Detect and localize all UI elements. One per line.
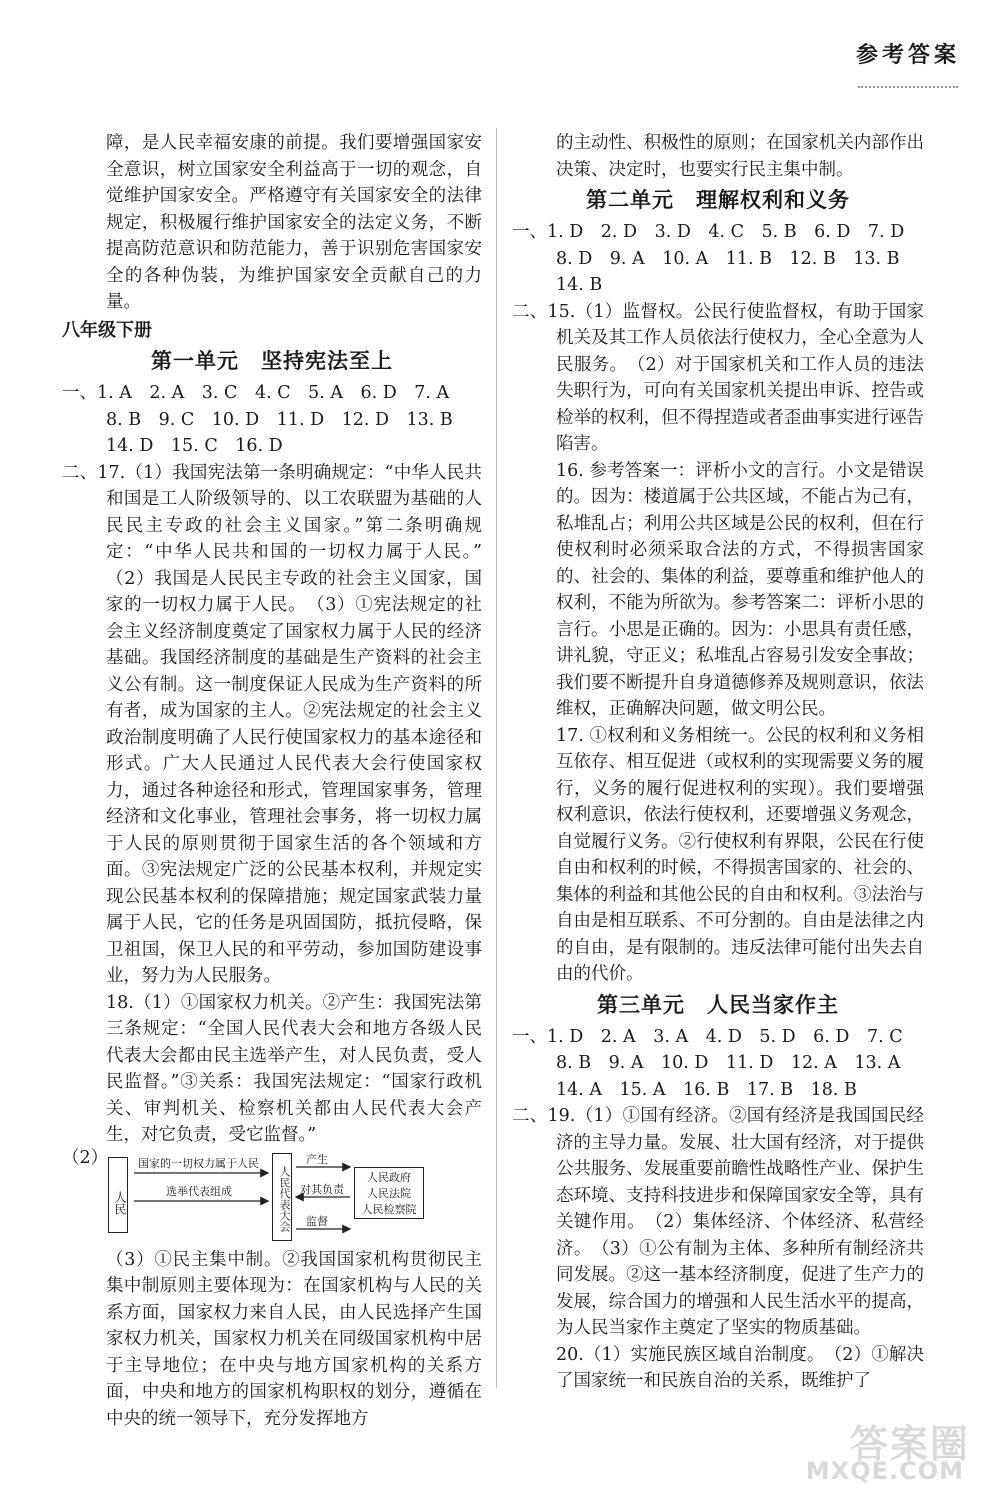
right-column bbox=[512, 130, 924, 1395]
answer-line: 8. B 9. C 10. D 11. D 12. D 13. B bbox=[106, 409, 453, 430]
organ-court: 人民法院 bbox=[367, 1186, 411, 1200]
section-prefix: 一、 bbox=[512, 222, 547, 242]
section-prefix: 一、 bbox=[512, 1026, 547, 1047]
header-title: 参考答案 bbox=[855, 42, 960, 68]
grade-heading: 八年级下册 bbox=[62, 319, 152, 341]
unit3-title: 第三单元 人民当家作主 bbox=[597, 992, 839, 1017]
answer-line: 14. D 15. C 16. D bbox=[106, 436, 283, 456]
unit2-title: 第二单元 理解权利和义务 bbox=[586, 188, 850, 212]
section-prefix: 二、 bbox=[62, 462, 98, 483]
answer-line: 14. A 15. A 16. B 17. B 18. B bbox=[556, 1079, 857, 1100]
header-decoration bbox=[858, 86, 958, 91]
site-watermark bbox=[800, 1413, 970, 1483]
diagram-congress-box: 人民代表大会 bbox=[272, 1153, 292, 1241]
answer-line: 8. B 9. A 10. D 11. D 12. A 13. A bbox=[556, 1053, 901, 1073]
answer-line: 1. D 2. D 3. D 4. C 5. B 6. D 7. D bbox=[547, 222, 905, 242]
diagram-people-box: 人民 bbox=[108, 1157, 128, 1233]
answer-line: 8. D 9. A 10. A 11. B 12. B 13. B bbox=[556, 248, 900, 269]
unit3-choice-answers bbox=[512, 1024, 924, 1104]
diagram-elect-arrow-label: 选举代表组成 bbox=[166, 1184, 232, 1198]
intro-paragraph: 障，是人民幸福安康的前提。我们要增强国家安全意识，树立国家安全利益高于一切的观念，自觉维护国家安全。严格遵守有关国家安全的法律规定，积极履行维护国家安全的法定义务，不断提高防范意识和防范能力，善于识别危害国家安全的各种伪装，为维护国家安全贡献自己的力量。 bbox=[106, 133, 482, 312]
continued-paragraph: 的主动性、积极性的原则；在国家机关内部作出决策、决定时，也要实行民主集中制。 bbox=[556, 133, 924, 180]
section-prefix: 一、 bbox=[62, 383, 97, 403]
diagram-responsible-label: 对其负责 bbox=[300, 1182, 344, 1196]
question-16-answer: 16. 参考答案一：评析小文的言行。小文是错误的。因为：楼道属于公共区域，不能占为己有，私堆乱占；利用公共区域是公民的权利，但在行使权利时必须采取合法的方式，不得损害国家的、社会的、集体的利益，要尊重和维护他人的权利，不能为所欲为。参考答案二：评析小思的言行。小思是正确的。因为：小思具有责任感，讲礼貌，守正义；私堆乱占容易引发安全事故；我们要不断提升自身道德修养及规则意识，依法维权，正确解决问题，做文明公民。 bbox=[556, 460, 924, 719]
question-19-answer: 二、19.（1）①国有经济。②国有经济是我国国民经济的主导力量。发展、壮大国有经济，对于提供公共服务、发展重要前瞻性战略性产业、保护生态环境、支持科技进步和保障国家安全等，具有关键作用。 （2）集体经济、个体经济、私营经济。 （3）①公有制为主体、多种所有制经济共同发展。②这一基本经济制度，促进了生产力的发展，综合国力的增强和人民生活水平的提高，为人民当家作主奠定了坚实的物质基础。 bbox=[512, 1106, 925, 1338]
answer-line: 1. A 2. A 3. C 4. C 5. A 6. D 7. A bbox=[97, 383, 450, 403]
watermark-domain: MXQE.COM bbox=[805, 1457, 964, 1485]
column-divider bbox=[496, 128, 497, 1388]
diagram-power-arrow-label: 国家的一切权力属于人民 bbox=[138, 1156, 259, 1170]
unit1-title: 第一单元 坚持宪法至上 bbox=[151, 349, 393, 373]
organ-procuratorate: 人民检察院 bbox=[361, 1202, 417, 1216]
question-17-answer-unit2: 17. ①权利和义务相统一。公民的权利和义务相互依存、相互促进（或权利的实现需要义务的履行，义务的履行促进权利的实现）。我们要增强权利意识，依法行使权利，还要增强义务观念，自觉履行义务。②行使权利有界限，公民在行使自由和权利的时候，不得损害国家的、社会的、集体的利益和其他公民的自由和权利。③法治与自由是相互联系、不可分割的。自由是法律之内的自由，是有限制的。违反法律可能付出失去自由的代价。 bbox=[556, 725, 924, 984]
section-prefix: 二、 bbox=[512, 301, 548, 322]
diagram-supervise-label: 监督 bbox=[306, 1214, 328, 1228]
unit1-choice-answers bbox=[62, 380, 482, 460]
organ-government: 人民政府 bbox=[367, 1170, 411, 1184]
answer-line: 14. B bbox=[556, 275, 603, 295]
diagram-produce-label: 产生 bbox=[306, 1152, 328, 1166]
left-column bbox=[62, 130, 500, 1432]
question-17-answer: 二、17.（1）我国宪法第一条明确规定：“中华人民共和国是工人阶级领导的、以工农联盟为基础的人民民主专政的社会主义国家。”第二条明确规定：“中华人民共和国的一切权力属于人民。” （2）我国是人民民主专政的社会主义国家，国家的一切权力属于人民。 （3）①宪法规定的社会主义经济制度奠定了国家权力属于人民的经济基础。我国经济制度的基础是生产资料的社会主义公有制。这一制度保证人民成为生产资料的所有者，成为国家的主人。②宪法规定的社会主义政治制度明确了人民行使国家权力的基本途径和形式。广大人民通过人民代表大会行使国家权力，通过各种途径和形式，管理国家事务，管理经济和文化事业，管理社会事务，将一切权力属于人民的原则贯彻于国家生活的各个领域和方面。③宪法规定广泛的公民基本权利，并规定实现公民基本权利的保障措施；规定国家武装力量属于人民，它的任务是巩固国防，抵抗侵略，保卫祖国，保卫人民的和平劳动，参加国防建设事业，努力为人民服务。 bbox=[62, 462, 500, 986]
diagram-organs-box bbox=[354, 1167, 424, 1219]
question-15-answer: 二、15.（1）监督权。公民行使监督权，有助于国家机关及其工作人员依法行使权力，全心全意为人民服务。 （2）对于国家机关和工作人员的违法失职行为，可向有关国家机关提出申诉、控告或检举的权利，但不得捏造或者歪曲事实进行诬告陷害。 bbox=[512, 301, 925, 454]
section-prefix: 二、 bbox=[512, 1106, 548, 1126]
question-20-answer: 20.（1）实施民族区域自治制度。 （2）①解决了国家统一和民族自治的关系，既维护了 bbox=[556, 1344, 924, 1391]
unit2-choice-answers bbox=[512, 219, 924, 299]
question-18-answer: 18.（1）①国家权力机关。②产生：我国宪法第三条规定：“全国人民代表大会和地方各级人民代表大会都由民主选举产生，对人民负责，受人民监督。”③关系：我国宪法规定：“国家行政机关、审判机关、检察机关都由人民代表大会产生，对它负责，受它监督。” bbox=[106, 992, 482, 1145]
answer-line: 1. D 2. A 3. A 4. D 5. D 6. D 7. C bbox=[547, 1026, 903, 1047]
question-18-part3-answer: （3）①民主集中制。②我国国家机构贯彻民主集中制原则主要体现为：在国家机构与人民的关系方面，国家权力来自人民，由人民选择产生国家权力机关，国家权力机关在同级国家机构中居于主导地位；在中央与地方国家机构的关系方面，中央和地方的国家机构职权的划分，遵循在中央的统一领导下，充分发挥地方 bbox=[106, 1249, 482, 1429]
diagram-label: （2） bbox=[62, 1147, 109, 1168]
watermark-logo-text: 答案圈 bbox=[849, 1422, 970, 1466]
state-structure-diagram bbox=[62, 1147, 436, 1243]
